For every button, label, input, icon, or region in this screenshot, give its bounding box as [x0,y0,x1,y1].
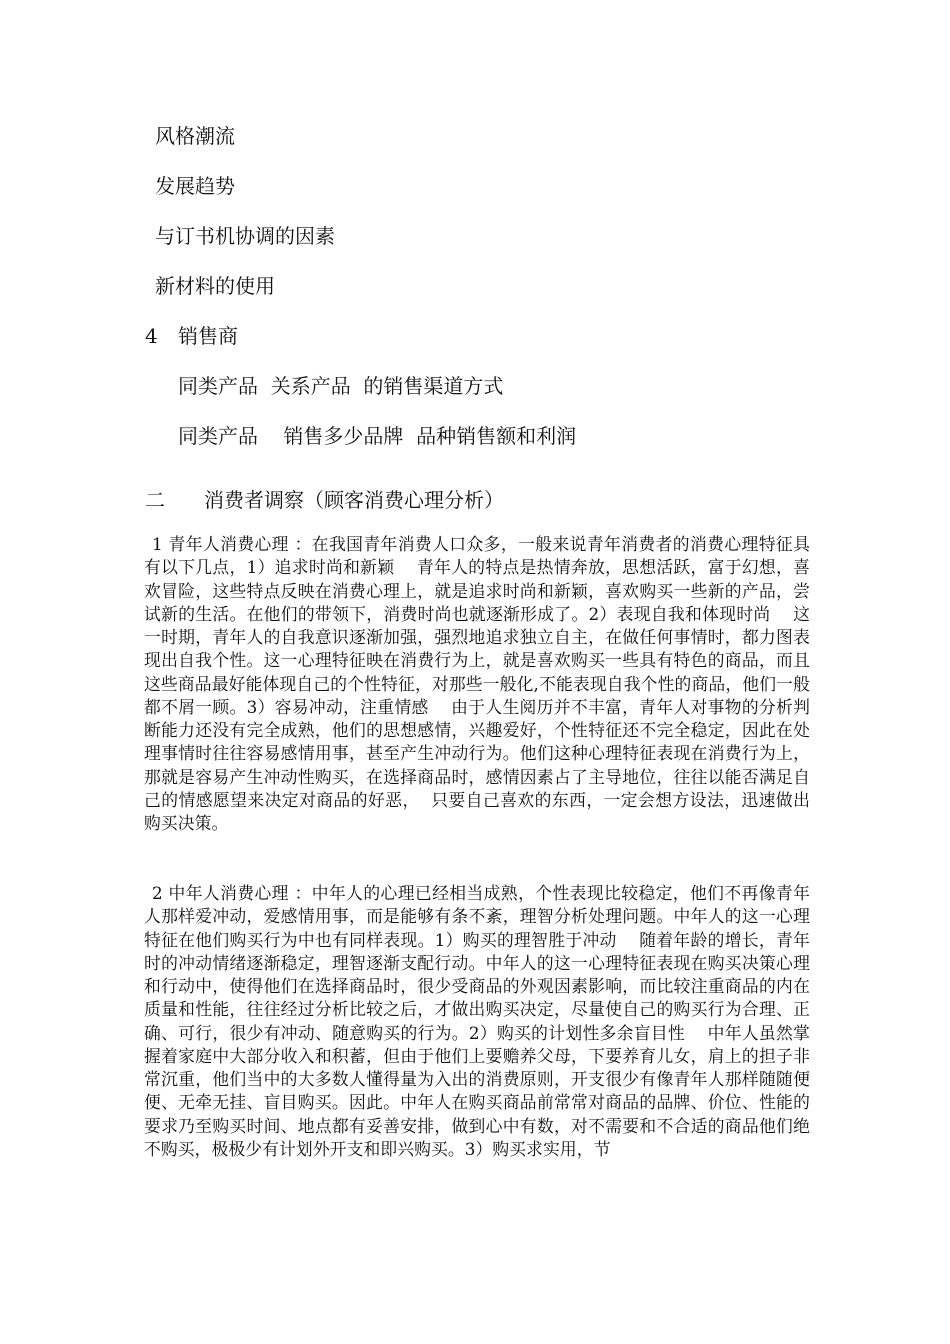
section-two-number: 二 [145,488,165,512]
outline-item-stapler-factors: 与订书机协调的因素 [155,224,335,248]
paragraph-youth-consumer-psychology [144,533,810,835]
section-two-title: 消费者调察（顾客消费心理分析） [204,488,504,512]
paragraph-text: 2 中年人消费心理 ：中年人的心理已经相当成熟，个性表现比较稳定，他们不再像青年人那样爱冲动，爱感情用事，而是能够有条不紊，理智分析处理问题。中年人的这一心理特征在他们购买行为中也有同样表现。1）购买的理智胜于冲动 随着年龄的增长，青年时的冲动情绪逐渐稳定，理智逐渐支配行动。中年人的这一心理特征表现在购买决策心理和行动中，使得他们在选择商品时，很少受商品的外观因素影响，而比较注重商品的内在质量和性能，往往经过分析比较之后，才做出购买决定，尽量使自己的购买行为合理、正确、可行，很少有冲动、随意购买的行为。2）购买的计划性多余盲目性 中年人虽然掌握着家庭中大部分收入和积蓄，但由于他们上要赡养父母，下要养育儿女，肩上的担子非常沉重，他们当中的大多数人懂得量为入出的消费原则，开支很少有像青年人那样随随便便、无牵无挂、盲目购买。因此。中年人在购买商品前常常对商品的品牌、价位、性能的要求乃至购买时间、地点都有妥善安排，做到心中有数，对不需要和不合适的商品他们绝不购买，极极少有计划外开支和即兴购买。3）购买求实用，节 [144,883,810,1159]
paragraph-middle-aged-consumer-psychology [144,882,810,1161]
outline-item-style-trend: 风格潮流 [155,124,235,148]
dealer-sub-item-brands: 同类产品 销售多少品牌 品种销售额和利润 [178,424,577,448]
dealer-section-number: 4 [145,324,158,348]
dealer-section-title: 销售商 [178,324,238,348]
dealer-sub-item-channels: 同类产品 关系产品 的销售渠道方式 [178,374,504,398]
outline-item-new-materials: 新材料的使用 [155,274,275,298]
paragraph-text: 1 青年人消费心理 ：在我国青年消费人口众多，一般来说青年消费者的消费心理特征具有以下几点，1）追求时尚和新颖 青年人的特点是热情奔放，思想活跃，富于幻想，喜欢冒险，这些特点反映在消费心理上，就是追求时尚和新颖，喜欢购买一些新的产品，尝试新的生活。在他们的带领下，消费时尚也就逐渐形成了。2）表现自我和体现时尚 这一时期，青年人的自我意识逐渐加强，强烈地追求独立自主，在做任何事情时，都力图表现出自我个性。这一心理特征映在消费行为上，就是喜欢购买一些具有特色的商品，而且这些商品最好能体现自己的个性特征，对那些一般化,不能表现自我个性的商品，他们一般都不屑一顾。3）容易冲动，注重情感 由于人生阅历并不丰富，青年人对事物的分析判断能力还没有完全成熟，他们的思想感情，兴趣爱好，个性特征还不完全稳定，因此在处理事情时往往容易感情用事，甚至产生冲动行为。他们这种心理特征表现在消费行为上，那就是容易产生冲动性购买，在选择商品时，感情因素占了主导地位，往往以能否满足自己的情感愿望来决定对商品的好恶， 只要自己喜欢的东西，一定会想方设法，迅速做出购买决策。 [144,534,810,833]
outline-item-development-trend: 发展趋势 [155,174,235,198]
